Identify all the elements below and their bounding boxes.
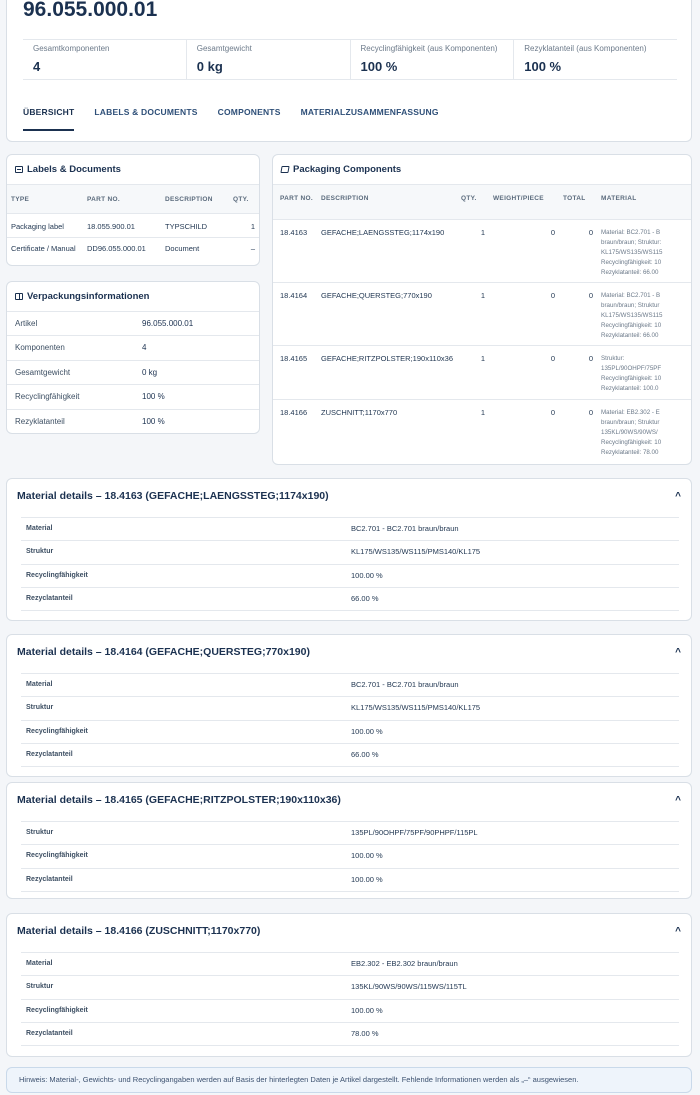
info-value: 4 (142, 343, 147, 353)
columns-icon (15, 293, 23, 300)
detail-key: Recyclingfähigkeit (26, 1006, 88, 1014)
tab-components[interactable]: COMPONENTS (217, 107, 281, 117)
detail-value: KL175/WS135/WS115/PMS140/KL175 (351, 547, 481, 557)
column-header: TOTAL (559, 185, 597, 219)
stat-label: Recyclingfähigkeit (aus Komponenten) (360, 44, 498, 53)
list-icon (15, 166, 23, 173)
collapse-caret-icon[interactable]: ^ (675, 646, 681, 658)
package-icon (280, 166, 289, 173)
detail-value: 100.00 % (351, 1005, 383, 1015)
stat-recyclability (350, 40, 514, 79)
material-details-title: Material details – 18.4165 (GEFACHE;RITZPOLSTER;190x110x36) (17, 794, 341, 806)
column-header: PART NO. (83, 185, 161, 213)
detail-key: Material (26, 525, 53, 532)
cell-qty: – (250, 243, 255, 253)
tab-bar (23, 101, 439, 131)
cell-type: Certificate / Manual (11, 243, 76, 253)
material-details-panel (6, 478, 692, 621)
material-details-header[interactable] (7, 783, 691, 817)
detail-row (21, 953, 679, 976)
cell-description: GEFACHE;RITZPOLSTER;190x110x36 (321, 353, 453, 363)
labels-table (7, 185, 259, 265)
cell-weight: 0 (550, 353, 555, 363)
detail-key: Material (26, 960, 53, 967)
cell-qty: 1 (480, 290, 485, 300)
detail-key: Rezyclatanteil (26, 1029, 73, 1037)
detail-row (21, 518, 679, 541)
column-header: QTY. (229, 185, 259, 213)
stat-label: Rezyklatanteil (aus Komponenten) (524, 44, 647, 53)
detail-key: Material (26, 681, 53, 688)
cell-material: Material: EB2.302 - E braun/braun; Struktur 135KL/90WS/90WS/ Recyclingfähigkeit: 10 Rezyklatanteil: 78.00 (601, 408, 662, 456)
cell-qty: 1 (250, 221, 255, 231)
material-details-table (21, 517, 679, 611)
detail-value: EB2.302 - EB2.302 braun/braun (351, 959, 458, 968)
detail-key: Struktur (26, 829, 54, 836)
cell-part-no: 18.4165 (280, 353, 308, 363)
material-details-panel (6, 634, 692, 777)
stat-label: Gesamtkomponenten (33, 44, 110, 53)
tab-material-summary[interactable]: MATERIALZUSAMMENFASSUNG (300, 107, 439, 117)
column-header: DESCRIPTION (161, 185, 229, 213)
detail-value: 100.00 % (351, 851, 383, 861)
column-header: WEIGHT/PIECE (489, 185, 559, 219)
labels-card-title: Labels & Documents (27, 163, 121, 175)
table-row (273, 282, 691, 345)
cell-qty: 1 (480, 407, 485, 417)
detail-row (21, 1000, 679, 1023)
stat-total-components (23, 40, 186, 79)
cell-total: 0 (588, 353, 593, 363)
table-row (273, 345, 691, 399)
material-details-title: Material details – 18.4166 (ZUSCHNITT;1170x770) (17, 925, 261, 937)
detail-row (21, 869, 679, 892)
stat-value: 0 kg (196, 59, 223, 74)
cell-type: Packaging label (11, 221, 64, 231)
info-row (7, 385, 259, 409)
table-row (7, 213, 259, 237)
cell-part-no: 18.4163 (280, 227, 308, 237)
detail-key: Struktur (26, 983, 54, 991)
cell-description: Document (165, 243, 200, 253)
detail-row (21, 976, 679, 999)
info-row (7, 410, 259, 434)
cell-material: Material: BC2.701 - B braun/braun; Struktur: KL175/WS135/WS115 Recyclingfähigkeit: 10 Rezyklatanteil: 66.00 (601, 228, 663, 276)
packaging-components-card (272, 154, 692, 465)
collapse-caret-icon[interactable]: ^ (675, 490, 681, 502)
table-row (273, 399, 691, 462)
detail-row (21, 1023, 679, 1046)
info-key: Rezyklatanteil (15, 416, 65, 426)
stat-label: Gesamtgewicht (196, 44, 252, 53)
tab-labels-documents[interactable]: LABELS & DOCUMENTS (94, 107, 198, 117)
cell-material: Material: BC2.701 - B braun/braun; Struktur KL175/WS135/WS115 Recyclingfähigkeit: 10 Rezyklatanteil: 66.00 (601, 291, 663, 339)
detail-value: 78.00 % (351, 1028, 379, 1038)
detail-value: KL175/WS135/WS115/PMS140/KL175 (351, 703, 481, 713)
cell-part-no: DD96.055.000.01 (87, 243, 146, 253)
cell-description: ZUSCHNITT;1170x770 (321, 407, 398, 417)
detail-row (21, 845, 679, 868)
table-row (273, 219, 691, 282)
column-header: QTY. (457, 185, 489, 219)
detail-row (21, 588, 679, 611)
material-details-panel (6, 913, 692, 1057)
cell-total: 0 (588, 227, 593, 237)
detail-row (21, 674, 679, 697)
pack-card-title: Packaging Components (293, 163, 402, 175)
packaging-info-card (6, 281, 260, 434)
stat-total-weight (186, 40, 350, 79)
detail-row (21, 541, 679, 564)
material-details-header[interactable] (7, 914, 691, 948)
column-header: TYPE (7, 185, 83, 213)
cell-total: 0 (588, 290, 593, 300)
detail-value: BC2.701 - BC2.701 braun/braun (351, 524, 459, 533)
cell-weight: 0 (550, 407, 555, 417)
detail-value: 135PL/90OHPF/75PF/90PHPF/115PL (351, 828, 478, 837)
detail-value: 66.00 % (351, 593, 379, 603)
info-card-header (7, 282, 259, 312)
detail-key: Rezyclatanteil (26, 875, 73, 883)
column-header: MATERIAL (597, 185, 691, 219)
info-row (7, 336, 259, 360)
cell-part-no: 18.055.900.01 (87, 221, 135, 231)
detail-row (21, 697, 679, 720)
summary-stats (23, 39, 677, 80)
material-details-title: Material details – 18.4164 (GEFACHE;QUERSTEG;770x190) (17, 646, 310, 658)
material-details-panel (6, 782, 692, 899)
cell-weight: 0 (550, 227, 555, 237)
info-key: Recyclingfähigkeit (15, 392, 80, 402)
detail-row (21, 822, 679, 845)
components-table (273, 185, 691, 462)
hint-banner: Hinweis: Material-, Gewichts- und Recyclingangaben werden auf Basis der hinterlegten Daten je Artikel dargestellt. Fehlende Informationen werden als „–“ ausgewiesen. (6, 1067, 692, 1093)
detail-key: Rezyclatanteil (26, 594, 73, 602)
info-key: Artikel (15, 319, 38, 328)
article-number-title: 96.055.000.01 (23, 0, 158, 21)
info-value: 0 kg (142, 367, 158, 377)
cell-description: TYPSCHILD (165, 221, 208, 231)
cell-description: GEFACHE;QUERSTEG;770x190 (321, 290, 432, 300)
cell-description: GEFACHE;LAENGSSTEG;1174x190 (321, 227, 445, 237)
detail-key: Recyclingfähigkeit (26, 727, 88, 735)
detail-key: Recyclingfähigkeit (26, 852, 88, 860)
detail-key: Struktur (26, 548, 54, 556)
detail-value: BC2.701 - BC2.701 braun/braun (351, 680, 459, 689)
material-details-table (21, 673, 679, 767)
detail-key: Struktur (26, 704, 54, 712)
collapse-caret-icon[interactable]: ^ (675, 925, 681, 937)
material-details-header[interactable] (7, 479, 691, 513)
detail-value: 100.00 % (351, 874, 383, 884)
column-header: PART NO. (273, 185, 317, 219)
detail-value: 100.00 % (351, 570, 383, 580)
cell-part-no: 18.4166 (280, 407, 308, 417)
material-details-table (21, 952, 679, 1046)
cell-qty: 1 (480, 227, 485, 237)
pack-card-header (273, 155, 691, 185)
detail-value: 100.00 % (351, 726, 383, 736)
cell-qty: 1 (480, 353, 485, 363)
cell-part-no: 18.4164 (280, 290, 308, 300)
material-details-header[interactable] (7, 635, 691, 669)
info-row (7, 361, 259, 385)
cell-weight: 0 (550, 290, 555, 300)
detail-key: Rezyclatanteil (26, 750, 73, 758)
cell-material: Struktur: 135PL/90OHPF/75PF Recyclingfähigkeit: 10 Rezyklatanteil: 100.0 (601, 354, 662, 392)
detail-row (21, 744, 679, 767)
info-value: 100 % (142, 392, 165, 402)
info-row (7, 312, 259, 336)
cell-total: 0 (588, 407, 593, 417)
info-key: Gesamtgewicht (15, 367, 71, 377)
detail-row (21, 565, 679, 588)
detail-key: Recyclingfähigkeit (26, 571, 88, 579)
labels-documents-card (6, 154, 260, 266)
material-details-title: Material details – 18.4163 (GEFACHE;LAENGSSTEG;1174x190) (17, 490, 329, 502)
info-card-title: Verpackungsinformationen (27, 290, 150, 302)
stat-recycled-content (513, 40, 677, 79)
info-value: 96.055.000.01 (142, 319, 194, 328)
collapse-caret-icon[interactable]: ^ (675, 794, 681, 806)
tab-overview[interactable]: ÜBERSICHT (23, 101, 74, 131)
labels-card-header (7, 155, 259, 185)
detail-value: 66.00 % (351, 749, 379, 759)
stat-value: 100 % (524, 59, 562, 74)
info-value: 100 % (142, 416, 165, 426)
info-key: Komponenten (15, 343, 65, 353)
column-header: DESCRIPTION (317, 185, 457, 219)
detail-value: 135KL/90WS/90WS/115WS/115TL (351, 982, 467, 992)
stat-value: 4 (33, 59, 41, 74)
table-row (7, 237, 259, 265)
detail-row (21, 721, 679, 744)
stat-value: 100 % (360, 59, 398, 74)
material-details-table (21, 821, 679, 892)
article-header (6, 0, 692, 142)
